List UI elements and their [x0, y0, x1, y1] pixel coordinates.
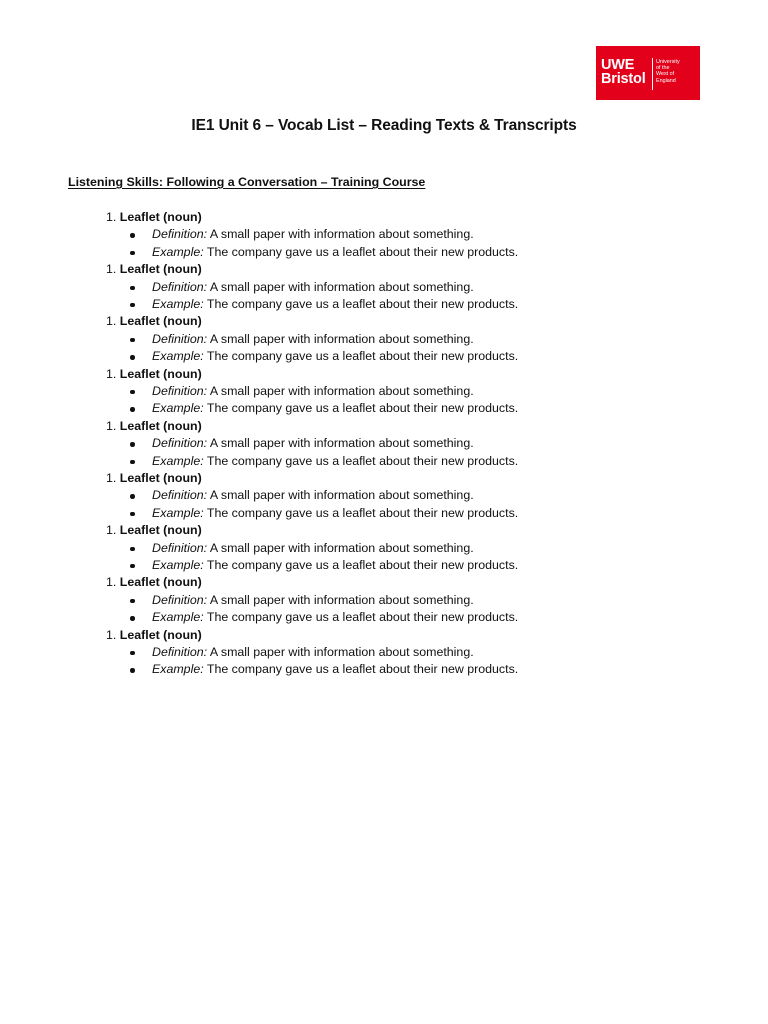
- term-heading: Leaflet (noun): [119, 418, 202, 433]
- example-label: Example:: [152, 244, 204, 259]
- logo-sub-line: of the: [656, 65, 670, 72]
- definition-text: A small paper with information about something.: [209, 540, 474, 555]
- example-label: Example:: [152, 349, 204, 364]
- example-label: Example:: [152, 296, 204, 311]
- vocab-item: [0, 574, 768, 626]
- example-line: [152, 453, 518, 470]
- logo-subtitle: [656, 59, 680, 84]
- definition-label: Definition:: [152, 540, 208, 555]
- example-text: The company gave us a leaflet about their new products.: [206, 662, 519, 677]
- example-text: The company gave us a leaflet about their new products.: [206, 244, 519, 259]
- term-heading: Leaflet (noun): [119, 523, 202, 538]
- definition-line: [152, 383, 474, 400]
- bullet-icon: [130, 355, 135, 360]
- bullet-icon: [130, 564, 135, 569]
- definition-label: Definition:: [152, 644, 208, 659]
- term-heading: Leaflet (noun): [119, 366, 202, 381]
- example-label: Example:: [152, 662, 204, 677]
- term-line: [106, 522, 202, 539]
- term-line: [106, 209, 202, 226]
- example-text: The company gave us a leaflet about their new products.: [206, 610, 519, 625]
- term-line: [106, 366, 202, 383]
- bullet-icon: [130, 390, 135, 395]
- definition-text: A small paper with information about something.: [209, 383, 474, 398]
- example-line: [152, 609, 518, 626]
- bullet-icon: [130, 251, 135, 256]
- uwe-bristol-logo: [596, 46, 700, 100]
- bullet-icon: [130, 460, 135, 465]
- definition-label: Definition:: [152, 331, 208, 346]
- example-line: [152, 557, 518, 574]
- definition-label: Definition:: [152, 592, 208, 607]
- example-text: The company gave us a leaflet about their new products.: [206, 401, 519, 416]
- definition-label: Definition:: [152, 436, 208, 451]
- example-label: Example:: [152, 401, 204, 416]
- definition-line: [152, 279, 474, 296]
- definition-text: A small paper with information about something.: [209, 592, 474, 607]
- term-line: [106, 574, 202, 591]
- term-line: [106, 418, 202, 435]
- definition-label: Definition:: [152, 488, 208, 503]
- term-line: [106, 261, 202, 278]
- definition-text: A small paper with information about something.: [209, 644, 474, 659]
- example-label: Example:: [152, 505, 204, 520]
- logo-sub-line: University: [656, 59, 680, 65]
- term-number: 1.: [106, 575, 117, 590]
- example-line: [152, 296, 518, 313]
- logo-line-bristol: Bristol: [601, 70, 646, 87]
- vocab-item: [0, 261, 768, 313]
- example-label: Example:: [152, 557, 204, 572]
- term-line: [106, 627, 202, 644]
- bullet-icon: [130, 512, 135, 517]
- definition-text: A small paper with information about something.: [209, 488, 474, 503]
- bullet-icon: [130, 547, 135, 552]
- term-line: [106, 470, 202, 487]
- vocab-item: [0, 313, 768, 365]
- section-heading: Listening Skills: Following a Conversation – Training Course: [68, 175, 426, 189]
- term-heading: Leaflet (noun): [119, 262, 202, 277]
- bullet-icon: [130, 303, 135, 308]
- example-text: The company gave us a leaflet about their new products.: [206, 557, 519, 572]
- term-number: 1.: [106, 523, 117, 538]
- term-line: [106, 313, 202, 330]
- logo-line-uwe: UWE: [601, 57, 635, 73]
- example-text: The company gave us a leaflet about their new products.: [206, 505, 519, 520]
- example-label: Example:: [152, 453, 204, 468]
- example-text: The company gave us a leaflet about their new products.: [206, 349, 519, 364]
- definition-line: [152, 435, 474, 452]
- example-text: The company gave us a leaflet about their new products.: [206, 296, 519, 311]
- example-line: [152, 505, 518, 522]
- term-number: 1.: [106, 314, 117, 329]
- example-label: Example:: [152, 610, 204, 625]
- vocab-item: [0, 366, 768, 418]
- definition-text: A small paper with information about something.: [209, 331, 474, 346]
- logo-sub-line: West of: [656, 71, 675, 78]
- vocab-item: [0, 209, 768, 261]
- vocab-list: [0, 209, 768, 679]
- definition-text: A small paper with information about something.: [209, 436, 474, 451]
- term-heading: Leaflet (noun): [119, 314, 202, 329]
- definition-line: [152, 226, 474, 243]
- bullet-icon: [130, 599, 135, 604]
- term-heading: Leaflet (noun): [119, 210, 202, 224]
- bullet-icon: [130, 286, 135, 291]
- example-line: [152, 348, 518, 365]
- example-text: The company gave us a leaflet about their new products.: [206, 453, 519, 468]
- term-number: 1.: [106, 418, 117, 433]
- bullet-icon: [130, 407, 135, 412]
- vocab-item: [0, 470, 768, 522]
- logo-sub-line: England: [656, 77, 676, 84]
- term-number: 1.: [106, 262, 117, 277]
- bullet-icon: [130, 616, 135, 621]
- bullet-icon: [130, 494, 135, 499]
- example-line: [152, 244, 518, 261]
- term-number: 1.: [106, 470, 117, 485]
- vocab-item: [0, 522, 768, 574]
- definition-line: [152, 331, 474, 348]
- bullet-icon: [130, 668, 135, 673]
- vocab-item: [0, 627, 768, 679]
- example-line: [152, 400, 518, 417]
- definition-label: Definition:: [152, 279, 208, 294]
- term-number: 1.: [106, 627, 117, 642]
- definition-label: Definition:: [152, 383, 208, 398]
- bullet-icon: [130, 442, 135, 447]
- definition-line: [152, 592, 474, 609]
- definition-text: A small paper with information about something.: [209, 227, 474, 242]
- vocab-item: [0, 418, 768, 470]
- definition-line: [152, 540, 474, 557]
- term-heading: Leaflet (noun): [119, 470, 202, 485]
- bullet-icon: [130, 233, 135, 238]
- term-heading: Leaflet (noun): [119, 575, 202, 590]
- page-title: IE1 Unit 6 – Vocab List – Reading Texts & Transcripts: [191, 117, 577, 134]
- logo-wordmark: [601, 59, 646, 86]
- definition-label: Definition:: [152, 227, 208, 242]
- definition-line: [152, 644, 474, 661]
- logo-divider: [652, 58, 653, 90]
- bullet-icon: [130, 651, 135, 656]
- example-line: [152, 661, 518, 678]
- term-number: 1.: [106, 210, 117, 224]
- term-number: 1.: [106, 366, 117, 381]
- definition-line: [152, 487, 474, 504]
- bullet-icon: [130, 338, 135, 343]
- term-heading: Leaflet (noun): [119, 627, 202, 642]
- definition-text: A small paper with information about something.: [209, 279, 474, 294]
